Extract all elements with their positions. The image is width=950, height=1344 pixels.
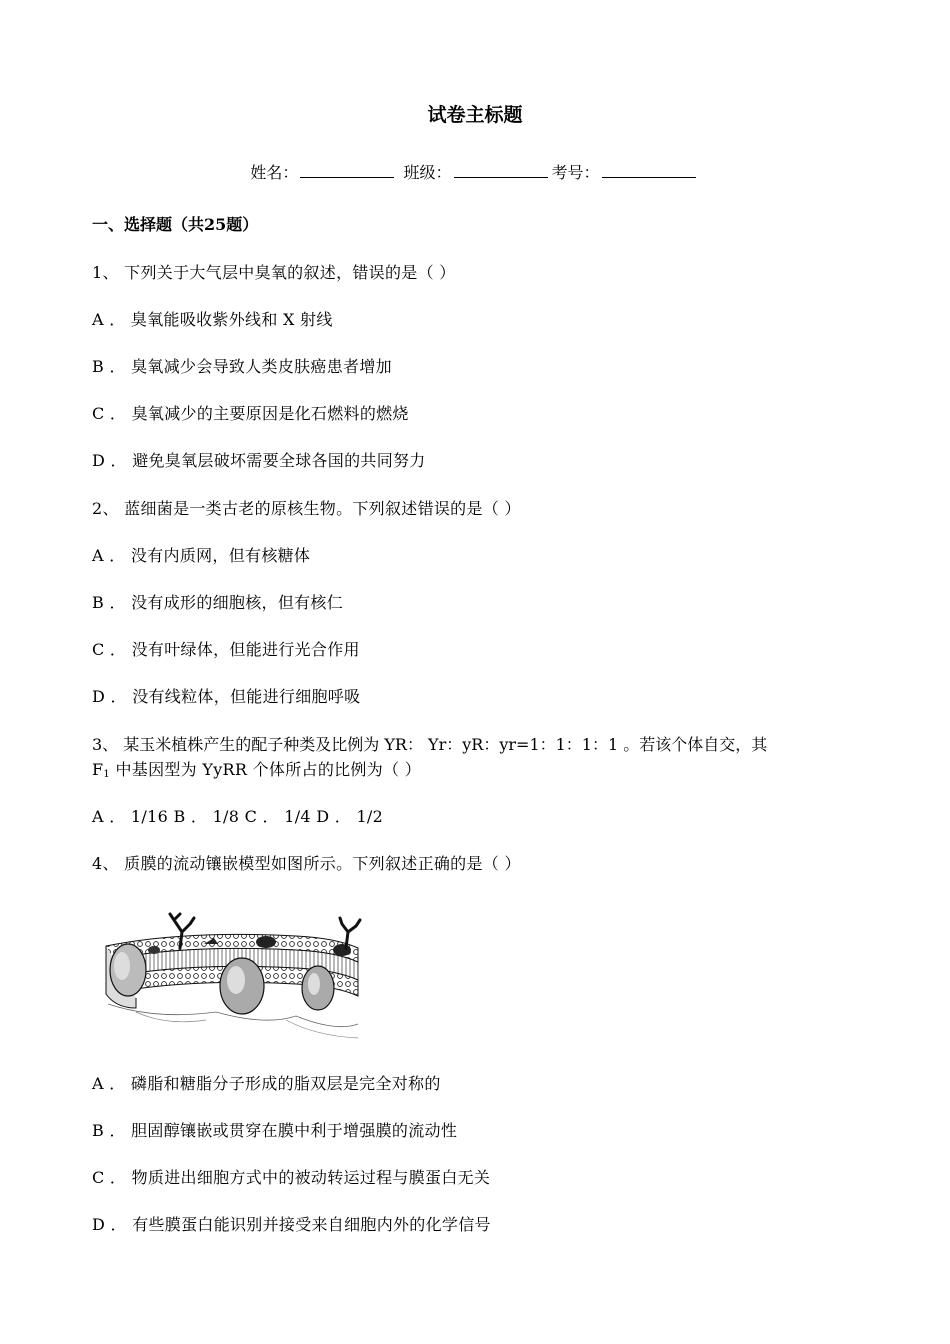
question-3-f-subscript: 1 <box>103 769 111 780</box>
question-1-option-a: A ． 臭氧能吸收紫外线和 X 射线 <box>92 310 333 329</box>
question-4-option-c: C ． 物质进出细胞方式中的被动转运过程与膜蛋白无关 <box>92 1168 491 1187</box>
question-3-stem-line1: 3、 某玉米植株产生的配子种类及比例为 YR： Yr：yR：yr=1：1：1：1 。若该个体自交，其 <box>92 735 768 754</box>
question-4-option-a: A ． 磷脂和糖脂分子形成的脂双层是完全对称的 <box>92 1074 441 1093</box>
section-heading: 一、选择题（共25题） <box>92 215 259 234</box>
page-title: 试卷主标题 <box>427 104 523 126</box>
class-label: 班级： <box>403 163 452 182</box>
question-4-stem: 4、 质膜的流动镶嵌模型如图所示。下列叙述正确的是（ ） <box>92 854 521 873</box>
exam-no-label: 考号： <box>551 163 600 182</box>
question-1-option-d: D ． 避免臭氧层破坏需要全球各国的共同努力 <box>92 451 426 470</box>
question-1-option-c: C ． 臭氧减少的主要原因是化石燃料的燃烧 <box>92 404 409 423</box>
question-3-stem-rest: 中基因型为 YyRR 个体所占的比例为（ ） <box>110 760 422 779</box>
name-blank <box>300 161 394 178</box>
question-3-stem-line2 <box>92 757 421 780</box>
question-2-stem: 2、 蓝细菌是一类古老的原核生物。下列叙述错误的是（ ） <box>92 499 521 518</box>
question-2-option-c: C ． 没有叶绿体，但能进行光合作用 <box>92 640 360 659</box>
name-label: 姓名： <box>250 163 299 182</box>
question-4-option-b: B ． 胆固醇镶嵌或贯穿在膜中利于增强膜的流动性 <box>92 1121 458 1140</box>
question-2-option-b: B ． 没有成形的细胞核，但有核仁 <box>92 593 344 612</box>
class-blank <box>454 161 548 178</box>
question-3-options: A ． 1/16 B ． 1/8 C ． 1/4 D ． 1/2 <box>92 807 384 826</box>
question-3-f-symbol: F <box>92 760 104 779</box>
exam-no-blank <box>602 161 696 178</box>
question-1-stem: 1、 下列关于大气层中臭氧的叙述，错误的是（ ） <box>92 263 456 282</box>
question-2-option-d: D ． 没有线粒体，但能进行细胞呼吸 <box>92 687 361 706</box>
question-4-option-d: D ． 有些膜蛋白能识别并接受来自细胞内外的化学信号 <box>92 1215 491 1234</box>
question-2-option-a: A ． 没有内质网，但有核糖体 <box>92 546 311 565</box>
fluid-mosaic-membrane-icon <box>96 908 364 1044</box>
student-info-line <box>0 160 950 183</box>
fluid-mosaic-membrane-figure <box>96 908 364 1044</box>
question-1-option-b: B ． 臭氧减少会导致人类皮肤癌患者增加 <box>92 357 392 376</box>
